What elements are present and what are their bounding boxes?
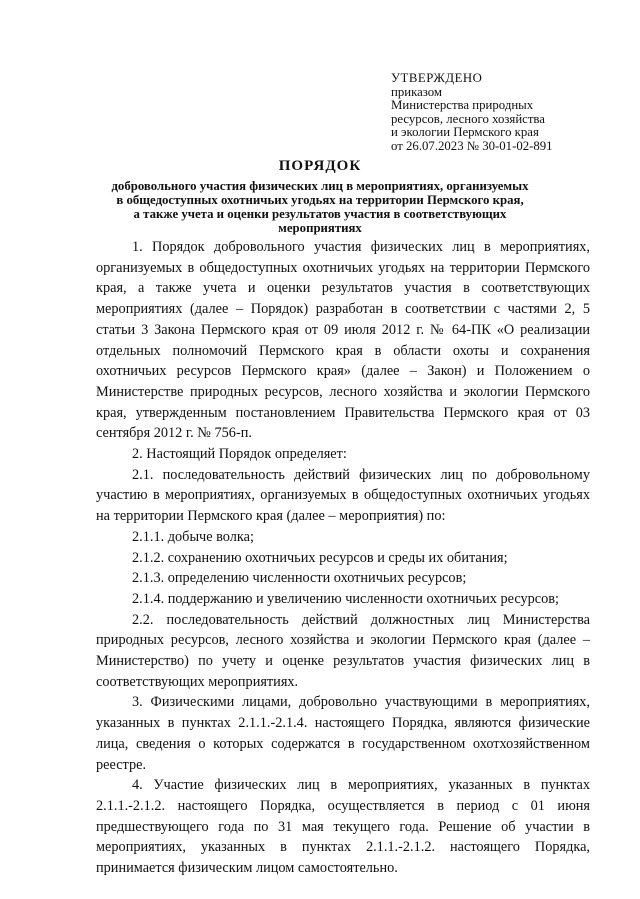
paragraph-3: 3. Физическими лицами, добровольно участвующими в мероприятиях, указанных в пунктах 2.1.1.-2.1.4. настоящего Порядка, являются физические лица, сведения о которых содержатся в государственном охотхозяйственном реестре.	[96, 694, 590, 773]
paragraph-4: 4. Участие физических лиц в мероприятиях, указанных в пунктах 2.1.1.-2.1.2. настоящего Порядка, осуществляется в период с 01 июня предшествующего года по 31 мая текущего года. Решение об участии в мероприятиях, указанных в пунктах 2.1.1.-2.1.2. настоящего Порядка, принимается физическим лицом самостоятельно.	[96, 777, 590, 877]
subtitle-line: добровольного участия физических лиц в мероприятиях, организуемых	[111, 179, 529, 193]
paragraph-2-1-2: 2.1.2. сохранению охотничьих ресурсов и среды их обитания;	[132, 549, 508, 566]
approval-stamp	[391, 72, 631, 154]
approval-title: УТВЕРЖДЕНО	[391, 71, 483, 85]
paragraph-2-1-1: 2.1.1. добыче волка;	[132, 528, 254, 545]
approval-line: ресурсов, лесного хозяйства	[391, 111, 545, 126]
document-subtitle	[100, 179, 540, 235]
document-body	[96, 237, 590, 879]
approval-date-line: от 26.07.2023 № 30-01-02-891	[391, 138, 553, 153]
approval-line: Министерства природных	[391, 98, 534, 113]
subtitle-line: в общедоступных охотничьих угодьях на территории Пермского края,	[116, 193, 524, 207]
paragraph-2-1-3: 2.1.3. определению численности охотничьих ресурсов;	[132, 570, 467, 587]
paragraph-2-1-4: 2.1.4. поддержанию и увеличению численности охотничьих ресурсов;	[132, 590, 560, 607]
document-title: ПОРЯДОК	[278, 158, 362, 174]
approval-line: и экологии Пермского края	[391, 125, 539, 140]
subtitle-line: а также учета и оценки результатов участия в соответствующих	[133, 207, 507, 221]
subtitle-line: мероприятиях	[278, 221, 362, 235]
paragraph-1: 1. Порядок добровольного участия физических лиц в мероприятиях, организуемых в общедоступных охотничьих угодьях на территории Пермского края, а также учета и оценки результатов участия в соответствующих мероприятиях (далее – Порядок) разработан в соответствии с частями 2, 5 статьи 3 Закона Пермского края от 09 июля 2012 г. № 64-ПК «О реализации отдельных полномочий Пермского края в области охоты и сохранения охотничьих ресурсов Пермского края» (далее – Закон) и Положением о Министерстве природных ресурсов, лесного хозяйства и экологии Пермского края, утвержденным постановлением Правительства Пермского края от 03 сентября 2012 г. № 756-п.	[96, 239, 590, 442]
paragraph-2: 2. Настоящий Порядок определяет:	[132, 446, 347, 463]
paragraph-2-2: 2.2. последовательность действий должностных лиц Министерства природных ресурсов, лесного хозяйства и экологии Пермского края (далее – Министерство) по учету и оценке результатов участия физических лиц в соответствующих мероприятиях.	[96, 611, 590, 690]
approval-line: приказом	[391, 84, 443, 99]
paragraph-2-1: 2.1. последовательность действий физических лиц по добровольному участию в мероприятиях, организуемых в общедоступных охотничьих угодьях на территории Пермского края (далее – мероприятия) по:	[96, 466, 590, 525]
